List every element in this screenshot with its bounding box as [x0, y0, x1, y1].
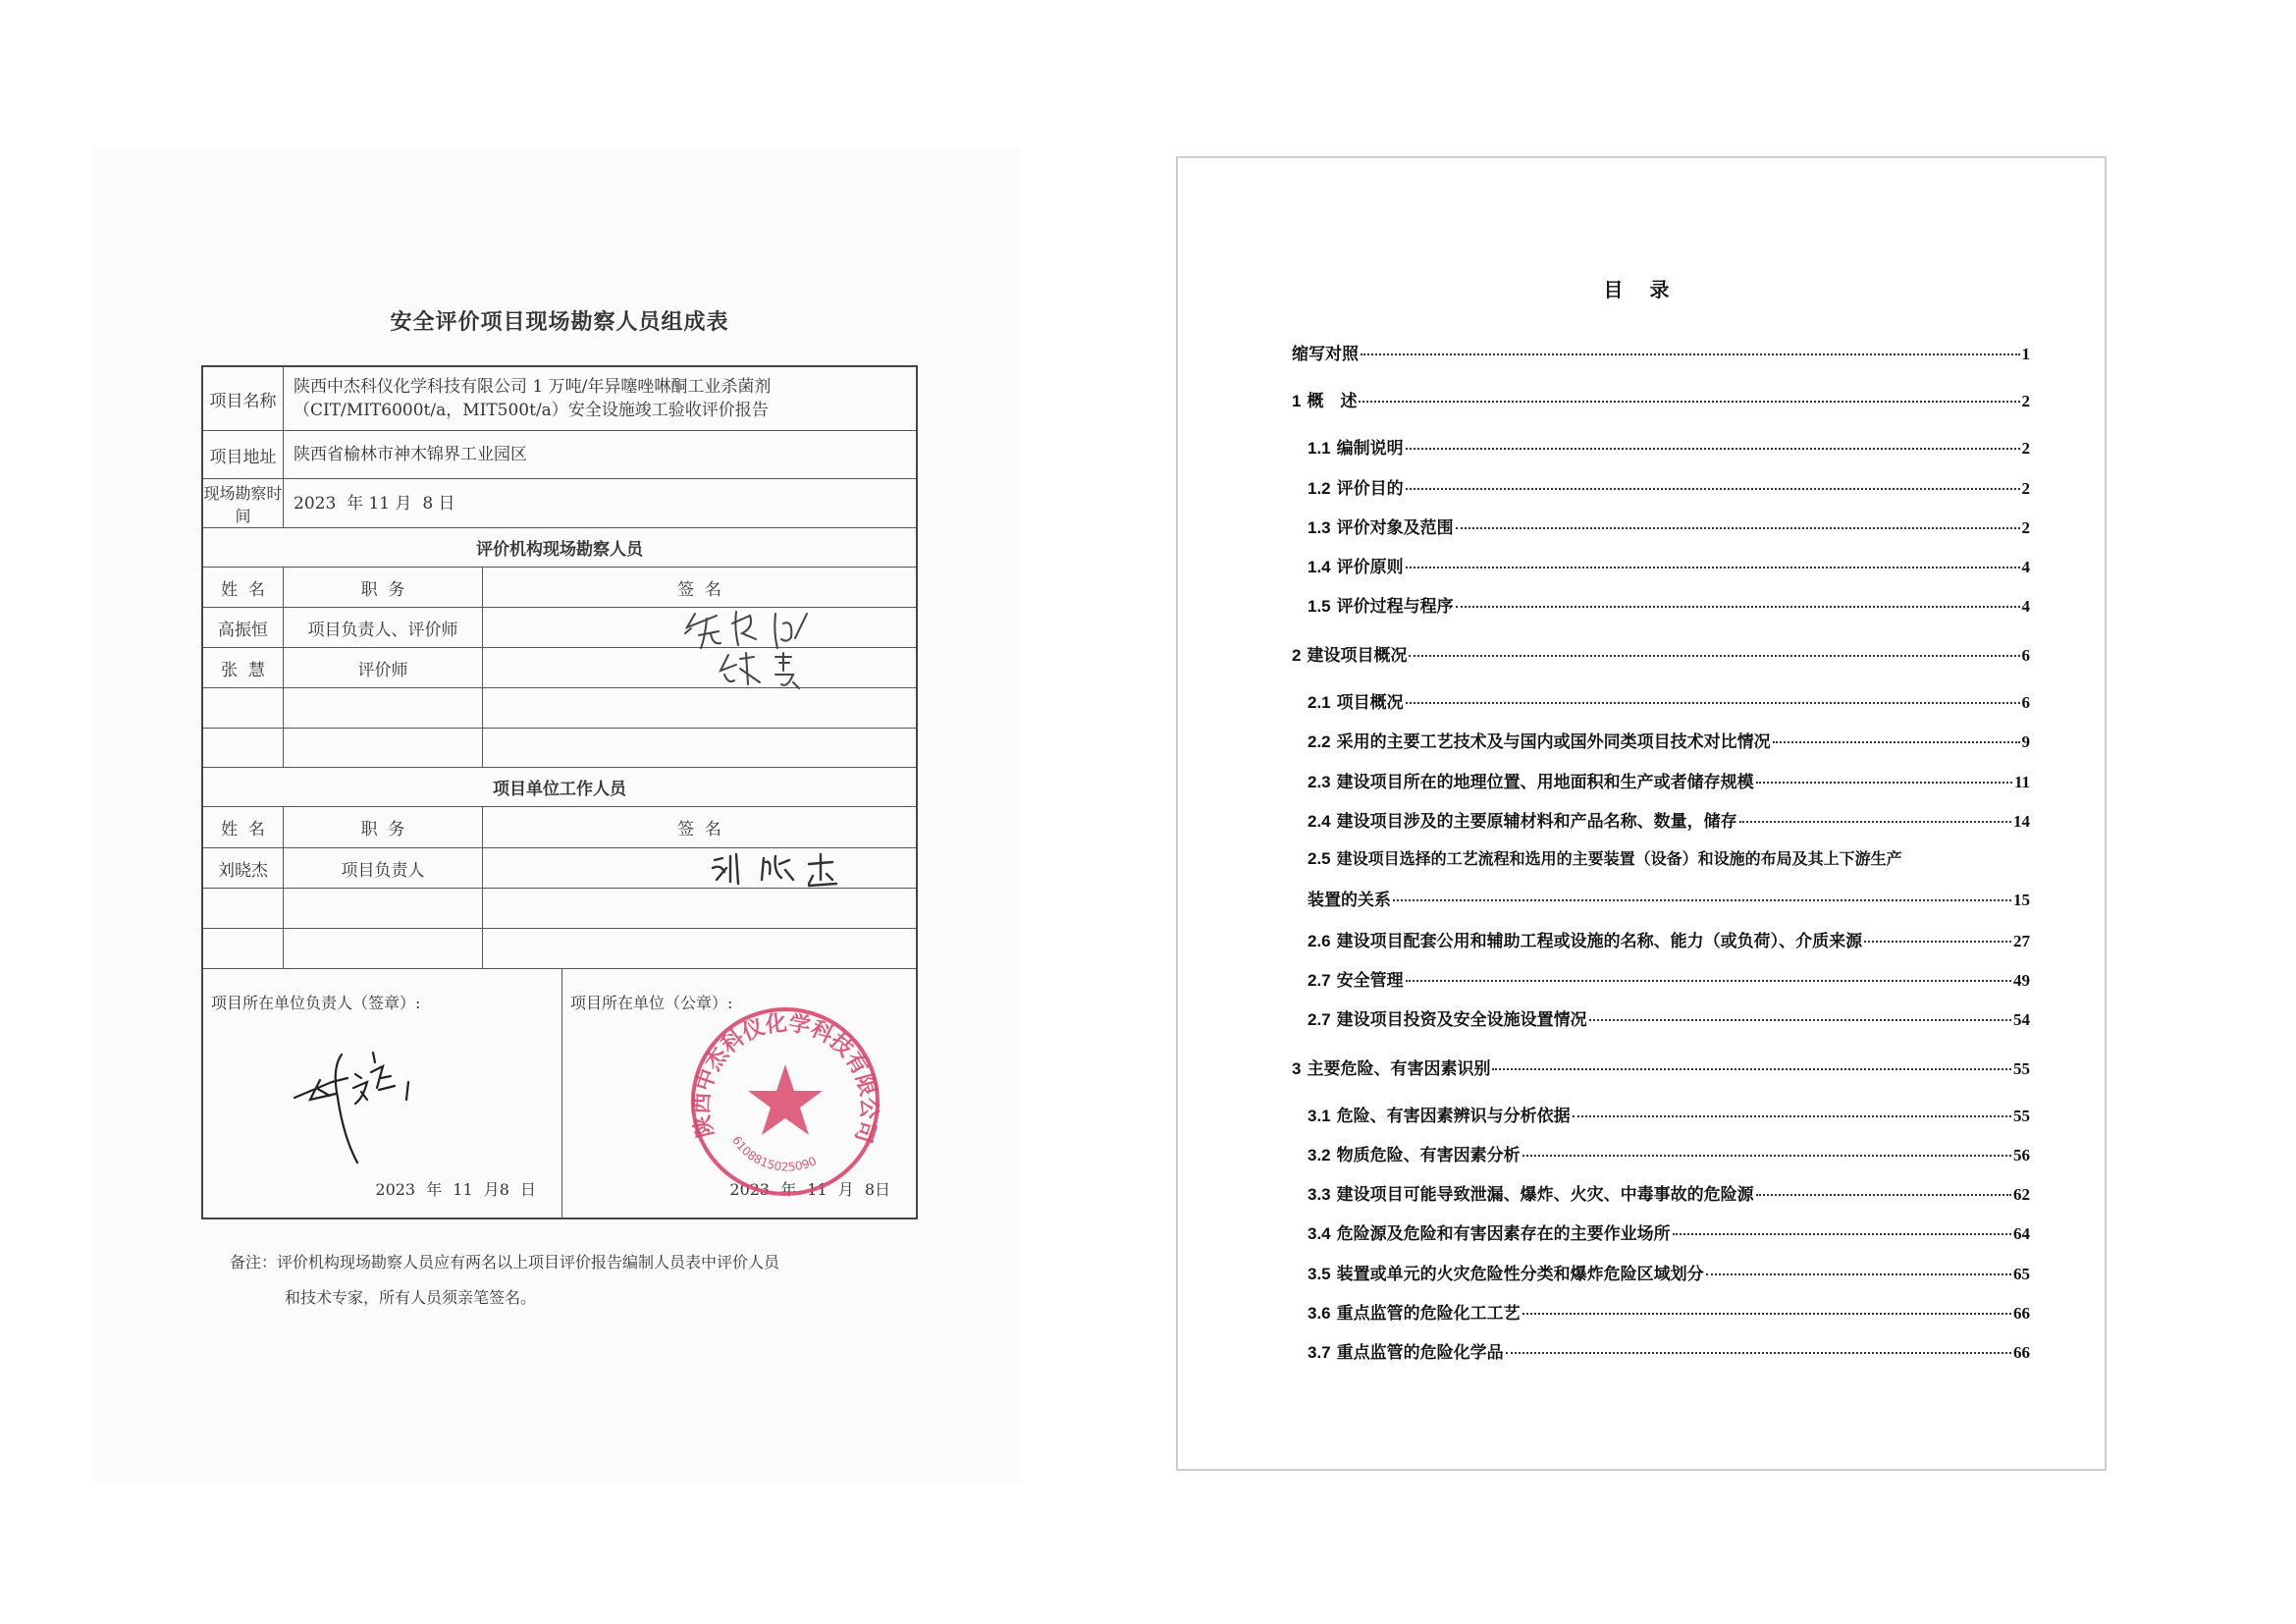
toc-entry-page: 49: [2013, 971, 2030, 990]
toc-dot-leader: [1506, 1352, 2011, 1354]
toc-dot-leader: [1406, 980, 2011, 982]
toc-entry-title: 建设项目配套公用和辅助工程或设施的名称、能力（或负荷）、介质来源: [1336, 932, 1863, 950]
toc-entry[interactable]: [1292, 641, 2030, 666]
project-name-label: 项目名称: [203, 367, 284, 430]
toc-entry[interactable]: [1292, 1055, 2030, 1079]
toc-entry-number: 3.4: [1308, 1224, 1331, 1243]
toc-entry-page: 56: [2013, 1146, 2030, 1164]
eval-signature-cell: [483, 608, 916, 647]
toc-dot-leader: [1406, 567, 2020, 568]
unit-name: 刘晓杰: [203, 848, 284, 888]
project-address-label: 项目地址: [203, 431, 284, 478]
toc-entry-page: 2: [2021, 439, 2030, 458]
eval-role: [284, 688, 483, 728]
unit-leader-label: 项目所在单位负责人（签章）:: [211, 994, 421, 1012]
toc-entry[interactable]: [1308, 514, 2030, 538]
header-signature: 签 名: [677, 579, 721, 600]
toc-entry-page: 6: [2021, 693, 2030, 712]
header-name: 姓 名: [203, 807, 284, 847]
unit-row-empty: [203, 889, 916, 929]
toc-dot-leader: [1773, 741, 2020, 743]
toc-entry-page: 4: [2021, 558, 2030, 576]
toc-entry[interactable]: [1308, 927, 2030, 951]
project-name-value: [284, 367, 916, 430]
toc-entry-title: 建设项目所在的地理位置、用地面积和生产或者储存规模: [1336, 773, 1754, 791]
survey-time-row: [203, 479, 916, 528]
eval-signature-cell: [483, 729, 916, 767]
toc-entry-title: 缩写对照: [1292, 345, 1359, 363]
unit-header-row: [203, 807, 916, 848]
eval-name: 高振恒: [203, 608, 284, 647]
toc-entry[interactable]: [1308, 1005, 2030, 1030]
unit-signature-cell: [483, 889, 916, 928]
toc-entry-title: 重点监管的危险化工工艺: [1336, 1304, 1521, 1323]
toc-entry-page: 1: [2021, 345, 2030, 363]
toc-entry-number: 2.7: [1308, 1010, 1331, 1029]
toc-entry[interactable]: [1308, 592, 2030, 617]
header-role: 职 务: [284, 807, 483, 847]
toc-entry-title: 安全管理: [1336, 971, 1404, 990]
toc-entry-page: 11: [2013, 773, 2030, 791]
toc-entry[interactable]: [1308, 434, 2030, 459]
toc-entry-page: 55: [2013, 1059, 2030, 1078]
toc-entry-page: 66: [2013, 1304, 2030, 1323]
toc-entry-number: 2.5: [1308, 849, 1331, 868]
unit-name: [203, 889, 284, 928]
unit-section-row: [203, 768, 916, 807]
toc-entry-page: 64: [2013, 1224, 2030, 1243]
toc-entry-number: 1.5: [1308, 597, 1331, 616]
eval-header-row: [203, 568, 916, 608]
toc-title: 目 录: [1603, 278, 1680, 301]
header-name: 姓 名: [203, 568, 284, 607]
toc-entry-number: 1: [1292, 392, 1302, 410]
toc-entry-page: 14: [2013, 812, 2030, 831]
toc-entry-number: 3.3: [1308, 1185, 1331, 1204]
toc-dot-leader: [1739, 821, 2011, 823]
toc-entry[interactable]: [1308, 728, 2030, 752]
toc-dot-leader: [1359, 401, 2019, 403]
toc-entry-number: 2: [1292, 646, 1302, 665]
toc-entry-number: 3.6: [1308, 1304, 1331, 1323]
toc-entry-title: 评价对象及范围: [1336, 518, 1454, 537]
toc-entry-page: 54: [2013, 1010, 2030, 1029]
eval-row-empty: [203, 729, 916, 768]
toc-dot-leader: [1406, 448, 2020, 450]
eval-section-title: 评价机构现场勘察人员: [476, 540, 643, 560]
seal-code: 6108815025090: [728, 1133, 820, 1174]
survey-personnel-table: [201, 365, 918, 1219]
toc-entry[interactable]: [1308, 1180, 2030, 1205]
toc-entry-page: 6: [2021, 646, 2030, 665]
toc-entry[interactable]: [1308, 553, 2030, 577]
toc-entry-number: 1.4: [1308, 558, 1331, 576]
approval-section: [203, 969, 916, 1218]
header-signature: 签 名: [677, 820, 721, 839]
unit-seal-date: 2023 年 11 月 8日: [729, 1180, 890, 1199]
toc-entry-number: 2.1: [1308, 693, 1331, 712]
toc-entry-number: 2.2: [1308, 732, 1331, 751]
eval-section-row: [203, 528, 916, 568]
toc-dot-leader: [1406, 488, 2020, 490]
toc-entry-title: 重点监管的危险化学品: [1336, 1343, 1504, 1362]
toc-entry-page: 4: [2021, 597, 2030, 616]
toc-entry-number: 2.4: [1308, 812, 1331, 831]
unit-seal-label: 项目所在单位（公章）:: [570, 994, 733, 1012]
eval-signature-cell: [483, 648, 916, 687]
toc-entry[interactable]: [1292, 387, 2030, 411]
table-of-contents-page: [1176, 156, 2107, 1471]
unit-signature-cell: [483, 848, 916, 888]
toc-entry-number: 3.1: [1308, 1107, 1331, 1125]
toc-entry[interactable]: [1308, 846, 2030, 869]
toc-entry-page: 62: [2013, 1185, 2030, 1204]
survey-time-label: 现场勘察时间: [203, 479, 284, 527]
eval-role: [284, 729, 483, 767]
toc-entry[interactable]: [1308, 966, 2030, 991]
unit-section-title: 项目单位工作人员: [493, 780, 626, 799]
toc-entry-title: 装置的关系: [1308, 891, 1391, 909]
toc-entry-title: 建设项目涉及的主要原辅材料和产品名称、数量，储存: [1336, 812, 1737, 831]
toc-entry[interactable]: [1308, 474, 2030, 499]
eval-name: [203, 688, 284, 728]
toc-entry-page: 2: [2021, 518, 2030, 537]
toc-entry-number: 2.6: [1308, 932, 1331, 950]
toc-entry-page: 66: [2013, 1343, 2030, 1362]
toc-entry-page: 2: [2021, 392, 2030, 410]
eval-row: [203, 648, 916, 688]
toc-entry-page: 65: [2013, 1265, 2030, 1283]
toc-entry-number: 1.2: [1308, 479, 1331, 498]
toc-dot-leader: [1456, 606, 2020, 608]
toc-entry[interactable]: [1292, 340, 2030, 364]
project-name-line1: 陕西中杰科仪化学科技有限公司 1 万吨/年异噻唑啉酮工业杀菌剂: [294, 377, 772, 397]
toc-entry-title: 采用的主要工艺技术及与国内或国外同类项目技术对比情况: [1336, 732, 1771, 751]
toc-entry-number: 2.3: [1308, 773, 1331, 791]
toc-entry[interactable]: [1308, 886, 2030, 910]
toc-entry[interactable]: [1308, 1219, 2030, 1244]
toc-dot-leader: [1756, 1194, 2011, 1196]
toc-entry-title: 评价原则: [1336, 558, 1404, 576]
note-line-2: 和技术专家，所有人员须亲笔签名。: [285, 1288, 537, 1307]
toc-dot-leader: [1864, 941, 2011, 943]
toc-entry-page: 55: [2013, 1107, 2030, 1125]
form-title: 安全评价项目现场勘察人员组成表: [390, 309, 729, 335]
toc-entry[interactable]: [1308, 1299, 2030, 1324]
unit-row-empty: [203, 929, 916, 969]
toc-dot-leader: [1492, 1068, 2011, 1070]
toc-entry-title: 建设项目投资及安全设施设置情况: [1336, 1010, 1587, 1029]
unit-seal-box: [562, 969, 916, 1218]
unit-signature-cell: [483, 929, 916, 968]
toc-entry-number: 1.3: [1308, 518, 1331, 537]
unit-leader-date: 2023 年 11 月8 日: [375, 1180, 536, 1199]
toc-entry-number: 2.7: [1308, 971, 1331, 990]
toc-dot-leader: [1361, 353, 2020, 355]
project-address-row: [203, 431, 916, 479]
project-address-value: 陕西省榆林市神木锦界工业园区: [294, 445, 527, 464]
toc-entry-title: 概 述: [1307, 392, 1358, 410]
toc-dot-leader: [1589, 1019, 2011, 1021]
toc-entry[interactable]: [1308, 688, 2030, 713]
toc-entry[interactable]: [1308, 807, 2030, 832]
unit-role: [284, 889, 483, 928]
eval-name: [203, 729, 284, 767]
toc-entry-page: 15: [2013, 891, 2030, 909]
toc-dot-leader: [1393, 899, 2011, 901]
header-role: 职 务: [284, 568, 483, 607]
toc-entry[interactable]: [1308, 768, 2030, 792]
toc-entry-title: 物质危险、有害因素分析: [1336, 1146, 1521, 1164]
toc-entry-page: 27: [2013, 932, 2030, 950]
toc-entry[interactable]: [1308, 1338, 2030, 1363]
toc-entry[interactable]: [1308, 1102, 2030, 1126]
eval-name: 张 慧: [203, 648, 284, 687]
toc-dot-leader: [1573, 1115, 2011, 1117]
toc-entry-number: 3.7: [1308, 1343, 1331, 1362]
toc-entry-number: 3.2: [1308, 1146, 1331, 1164]
toc-entry-number: 3: [1292, 1059, 1302, 1078]
unit-leader-box: [203, 969, 562, 1218]
unit-name: [203, 929, 284, 968]
toc-entry-title: 项目概况: [1336, 693, 1404, 712]
toc-entry-title: 危险、有害因素辨识与分析依据: [1336, 1107, 1571, 1125]
toc-entry-page: 2: [2021, 479, 2030, 498]
eval-row-empty: [203, 688, 916, 729]
unit-role: 项目负责人: [284, 848, 483, 888]
unit-role: [284, 929, 483, 968]
toc-entry-title: 主要危险、有害因素识别: [1307, 1059, 1491, 1078]
toc-entry-title: 建设项目概况: [1307, 646, 1408, 665]
unit-row: [203, 848, 916, 889]
toc-entry-number: 1.1: [1308, 439, 1331, 458]
toc-entry-number: 3.5: [1308, 1265, 1331, 1283]
eval-row: [203, 608, 916, 648]
toc-entry-title: 评价目的: [1336, 479, 1404, 498]
toc-dot-leader: [1756, 782, 2012, 784]
toc-dot-leader: [1409, 655, 2019, 657]
toc-dot-leader: [1673, 1233, 2011, 1235]
toc-entry-title: 建设项目选择的工艺流程和选用的主要装置（设备）和设施的布局及其上下游生产: [1336, 851, 1902, 868]
note-line-1: 备注：评价机构现场勘察人员应有两名以上项目评价报告编制人员表中评价人员: [230, 1253, 780, 1272]
project-name-row: [203, 367, 916, 431]
toc-entry-title: 危险源及危险和有害因素存在的主要作业场所: [1336, 1224, 1671, 1243]
toc-dot-leader: [1706, 1273, 2011, 1275]
toc-entry-title: 建设项目可能导致泄漏、爆炸、火灾、中毒事故的危险源: [1336, 1185, 1754, 1204]
toc-entry-page: 9: [2021, 732, 2030, 751]
toc-dot-leader: [1456, 527, 2020, 529]
eval-role: 项目负责人、评价师: [284, 608, 483, 647]
eval-signature-cell: [483, 688, 916, 728]
toc-entry-title: 评价过程与程序: [1336, 597, 1454, 616]
seal-company-name: 陕西中杰科仪化学科技有限公司: [688, 1009, 882, 1146]
survey-time-value: 2023 年 11 月 8 日: [294, 493, 455, 514]
project-name-line2: （CIT/MIT6000t/a，MIT500t/a）安全设施竣工验收评价报告: [294, 401, 769, 420]
toc-entry[interactable]: [1308, 1260, 2030, 1284]
toc-dot-leader: [1406, 702, 2020, 704]
toc-entry[interactable]: [1308, 1141, 2030, 1165]
toc-entry-title: 编制说明: [1336, 439, 1404, 458]
toc-entry-title: 装置或单元的火灾危险性分类和爆炸危险区域划分: [1336, 1265, 1704, 1283]
form-note: [230, 1245, 917, 1316]
eval-role: 评价师: [284, 648, 483, 687]
toc-dot-leader: [1522, 1313, 2011, 1315]
toc-dot-leader: [1522, 1155, 2011, 1157]
